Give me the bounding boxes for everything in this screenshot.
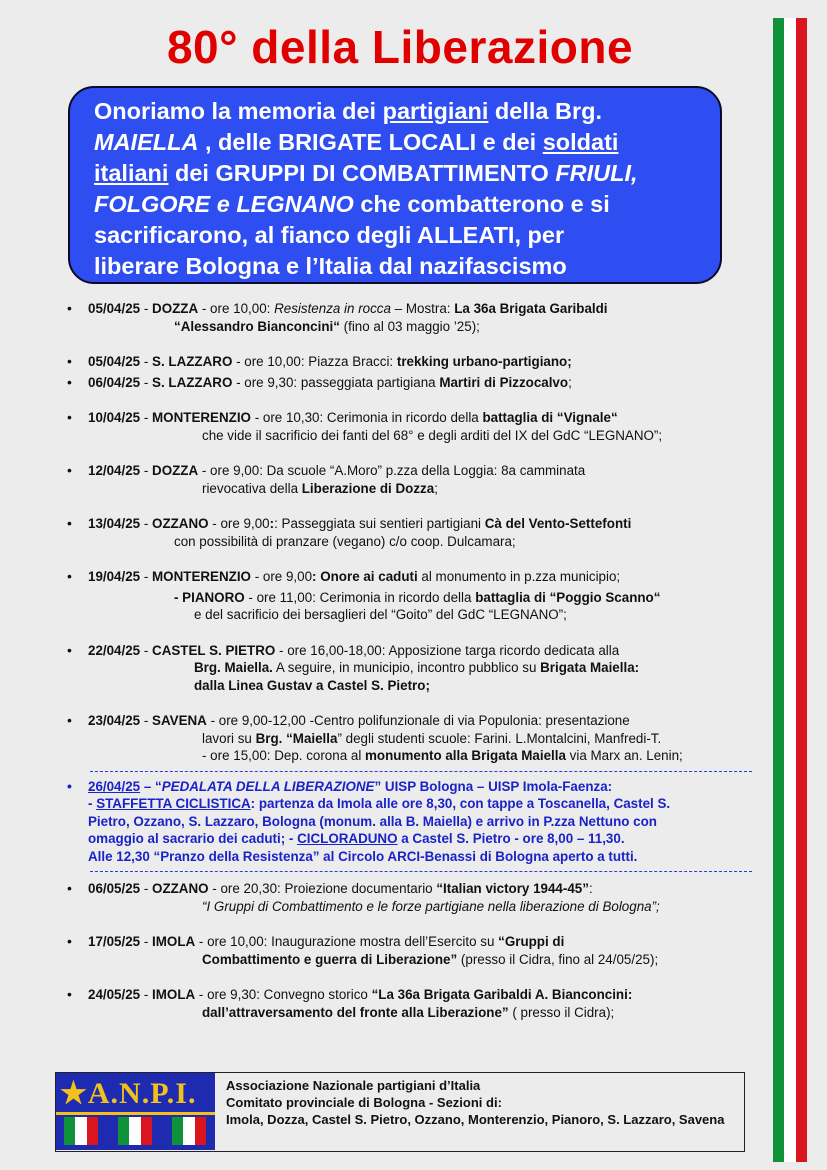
sections-line: Imola, Dozza, Castel S. Pietro, Ozzano, Monterenzio, Pianoro, S. Lazzaro, Savena	[226, 1112, 725, 1127]
list-item: • 12/04/25 - DOZZA - ore 9,00: Da scuole “A.Moro” p.zza della Loggia: 8a camminata rievocativa della Liberazione di Dozza;	[60, 462, 760, 497]
list-item: • 10/04/25 - MONTERENZIO - ore 10,30: Cerimonia in ricordo della battaglia di “Vignale“ che vide il sacrificio dei fanti del 68° e degli arditi del IX del GdC “LEGNANO”;	[60, 409, 760, 444]
list-item: • 05/04/25 - S. LAZZARO - ore 10,00: Piazza Bracci: trekking urbano-partigiano;	[60, 353, 760, 371]
event-list	[60, 300, 760, 1021]
list-item: • 17/05/25 - IMOLA - ore 10,00: Inaugurazione mostra dell’Esercito su “Gruppi di Combattimento e guerra di Liberazione” (presso il Cidra, fino al 24/05/25);	[60, 933, 760, 968]
page-title: 80° della Liberazione	[166, 21, 634, 73]
anpi-logo: ★A.N.P.I.	[56, 1073, 215, 1150]
footer-box	[55, 1072, 745, 1152]
featured-event: • 26/04/25 – “PEDALATA DELLA LIBERAZIONE” UISP Bologna – UISP Imola-Faenza: - STAFFETTA CICLISTICA: partenza da Imola alle ore 8,30, con tappe a Toscanella, Castel S. Pietro, Ozzano, S. Lazzaro, Bologna (monum. alla B. Maiella) e arrivo in P.zza Nettuno con omaggio al sacrario dei caduti; - CICLORADUNO a Castel S. Pietro - ore 8,00 – 11,30. Alle 12,30 “Pranzo della Resistenza” al Circolo ARCI-Benassi di Bologna aperto a tutti.	[60, 778, 760, 866]
list-item: • 24/05/25 - IMOLA - ore 9,30: Convegno storico “La 36a Brigata Garibaldi A. Bianconcini: dall’attraversamento del fronte alla Liberazione” ( presso il Cidra);	[60, 986, 760, 1021]
list-item: • 22/04/25 - CASTEL S. PIETRO - ore 16,00-18,00: Apposizione targa ricordo dedicata alla Brg. Maiella. A seguire, in municipio, incontro pubblico su Brigata Maiella: dalla Linea Gustav a Castel S. Pietro;	[60, 642, 760, 695]
association-info	[215, 1073, 724, 1151]
association-name: Associazione Nazionale partigiani d’Italia	[226, 1078, 481, 1093]
dedication-banner: Onoriamo la memoria dei partigiani della Brg. MAIELLA , delle BRIGATE LOCALI e dei soldati italiani dei GRUPPI DI COMBATTIMENTO FRIULI, FOLGORE e LEGNANO che combatterono e si sacrificarono, al fianco degli ALLEATI, per liberare Bologna e l’Italia dal nazifascismo	[68, 86, 722, 284]
list-item: • 06/04/25 - S. LAZZARO - ore 9,30: passeggiata partigiana Martiri di Pizzocalvo;	[60, 374, 760, 392]
list-item: • 06/05/25 - OZZANO - ore 20,30: Proiezione documentario “Italian victory 1944-45”: “I Gruppi di Combattimento e le forze partigiane nella liberazione di Bologna”;	[60, 880, 760, 915]
divider	[90, 771, 752, 772]
divider	[90, 871, 752, 872]
list-item: • 13/04/25 - OZZANO - ore 9,00:: Passeggiata sui sentieri partigiani Cà del Vento-Settefonti con possibilità di pranzare (vegano) c/o coop. Dulcamara;	[60, 515, 760, 550]
italian-flag-stripe	[773, 18, 807, 1162]
list-item: • 05/04/25 - DOZZA - ore 10,00: Resistenza in rocca – Mostra: La 36a Brigata Garibaldi “Alessandro Bianconcini“ (fino al 03 maggio ’25);	[60, 300, 760, 335]
list-item: • 19/04/25 - MONTERENZIO - ore 9,00: Onore ai caduti al monumento in p.zza municipio; - PIANORO - ore 11,00: Cerimonia in ricordo della battaglia di “Poggio Scanno“ e del sacrificio dei bersaglieri del “Goito” del GdC “LEGNANO”;	[60, 568, 760, 624]
committee-line: Comitato provinciale di Bologna - Sezioni di:	[226, 1095, 502, 1110]
list-item: • 23/04/25 - SAVENA - ore 9,00-12,00 -Centro polifunzionale di via Populonia: presentazione lavori su Brg. “Maiella” degli studenti scuole: Farini. L.Montalcini, Manfredi-T. - ore 15,00: Dep. corona al monumento alla Brigata Maiella via Marx an. Lenin;	[60, 712, 760, 765]
